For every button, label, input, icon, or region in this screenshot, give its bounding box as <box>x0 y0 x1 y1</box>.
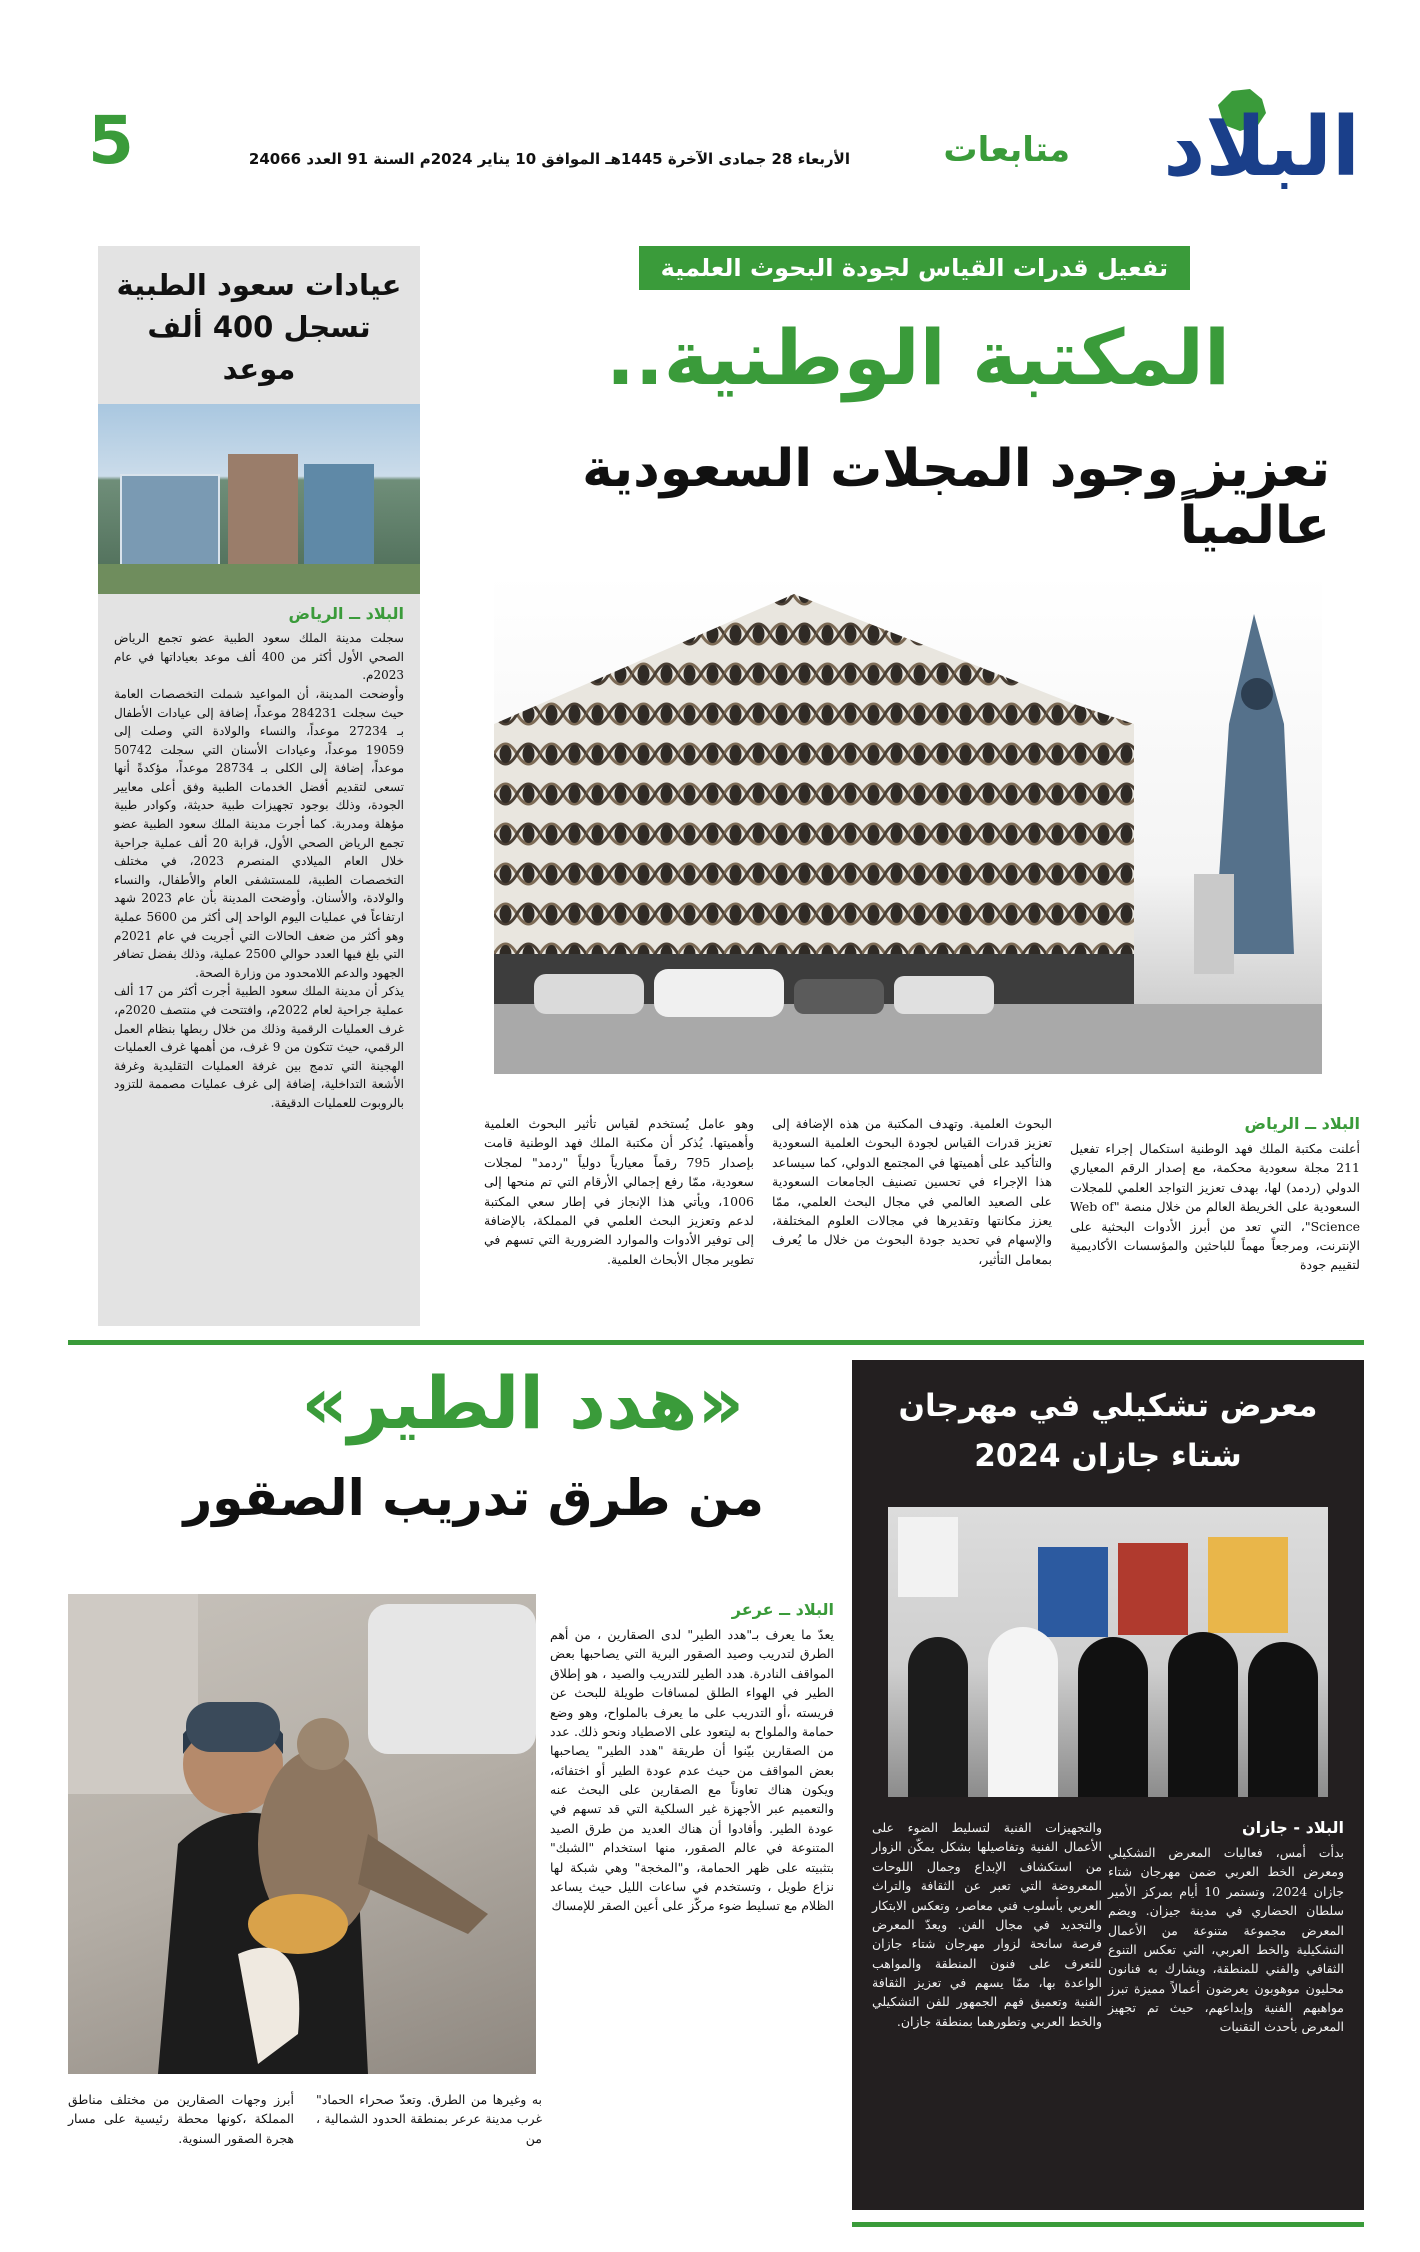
section-title: متابعات <box>943 130 1070 170</box>
sidebar-headline: عيادات سعود الطبية تسجل 400 ألف موعد <box>116 268 402 387</box>
lead-column-1: البلاد ــ الرياض أعلنت مكتبة الملك فهد الوطنية استكمال إجراء تفعيل 211 مجلة سعودية محكمة، مع إصدار الرقم المعياري الدولي (ردمد) لها، بهدف تعزيز التواجد العلمي للمجلات السعودية على الخريطة العالم من خلال منصة "Web of Science"، التي تعد من أبرز الأدوات البحثية على الإنترنت، ومرجعاً مهماً للباحثين والمؤسسات الأكاديمية لتقييم جودة <box>1070 1114 1360 1273</box>
jazan-column-1: البلاد - جازان بدأت أمس، فعاليات المعرض التشكيلي ومعرض الخط العربي ضمن مهرجان شتاء جازان 2024، وتستمر 10 أيام بمركز الأمير سلطان الحضاري في مدينة جيزان. ويضم المعرض مجموعة متنوعة من الأعمال التشكيلية والخط العربي، التي تعكس التنوع الثقافي والفني للمنطقة، ويشارك به فنانون محليون موهوبون يعرضون أعمالاً مميزة تبرز مواهبهم الفنية وإبداعهم، حيث تم تجهيز المعرض بأحدث التقنيات <box>1108 1818 1345 2035</box>
sidebar-paragraph: سجلت مدينة الملك سعود الطبية عضو تجمع الرياض الصحي الأول أكثر من 400 ألف موعد بعياداتها في عام 2023م. <box>114 631 404 683</box>
falcon-column-3: أبرز وجهات الصقارين من مختلف مناطق المملكة ،كونها محطة رئيسية على مسار هجرة الصقور السنوية. <box>68 2092 294 2146</box>
section-divider <box>68 1340 1364 1345</box>
lead-story <box>440 246 1360 1326</box>
falcon-subheadline: من طرق تدريب الصقور <box>183 1469 764 1527</box>
lead-column-2: البحوث العلمية. وتهدف المكتبة من هذه الإضافة إلى تعزيز قدرات القياس لجودة البحوث العلمية السعودية والتأكيد على أهميتها في المجتمع الدولي، كما سيساعد هذا الإجراء في تحسين تصنيف الجامعات السعودية على الصعيد العالمي في مجال البحث العلمي، ممّا يعزز مكانتها وتقديرها في مجالات العلوم المختلفة، والإسهام في تحديد جودة البحوث من خلال ما يُعرف بمعامل التأثير، <box>772 1116 1052 1267</box>
bottom-rule <box>852 2222 1364 2227</box>
sidebar-paragraph: يذكر أن مدينة الملك سعود الطبية أجرت أكثر من 17 ألف عملية جراحية لعام 2022م، وافتتحت في منتصف 2020م، غرف العمليات الرقمية وذلك من خلال ربطها بنظام العمل الرقمي، حيث تتكون من 9 غرف، من أهمها غرف العمليات الهجينة التي تدمج بين غرفة العمليات التقليدية وغرفة الأشعة التداخلية، إضافة إلى غرف عمليات مصممة للتزود بالروبوت للعمليات الدقيقة. <box>114 984 405 1110</box>
logo <box>1120 85 1360 205</box>
logo-text: البلاد <box>1163 100 1360 195</box>
page-number: 5 <box>88 102 134 179</box>
lead-subheadline: تعزيز وجود المجلات السعودية عالمياً <box>582 439 1330 557</box>
jazan-column-2: والتجهيزات الفنية لتسليط الضوء على الأعمال الفنية وتفاصيلها بشكل يمكّن الزوار من استكشاف الإبداع وجمال اللوحات المعروضة التي تعبر عن الثقافة والتراث العربي بأسلوب فني معاصر، وتعكس الابتكار والتجديد في مجال الفن. ويعدّ المعرض فرصة سانحة لزوار مهرجان شتاء جازان للتعرف على فنون المنطقة والمواهب الواعدة بها، ممّا يسهم في تعزيز الثقافة الفنية وتعميق فهم الجمهور للفن التشكيلي والخط العربي وتطورهما بمنطقة جازان. <box>872 1820 1102 2029</box>
lead-headline: المكتبة الوطنية.. <box>605 313 1230 402</box>
jazan-story <box>852 1360 1364 2210</box>
masthead <box>0 0 1420 230</box>
sidebar-story <box>98 246 420 1326</box>
jazan-byline: البلاد - جازان <box>1241 1818 1344 1837</box>
exhibition-photo <box>888 1507 1328 1797</box>
sidebar-paragraph: وأوضحت المدينة، أن المواعيد شملت التخصصات العامة حيث سجلت 284231 موعداً، إضافة إلى عيادات الأطفال بـ 27234 موعداً، والنساء والولادة التي وصلت إلى 19059 موعداً، وعيادات الأسنان التي سجلت 50742 موعداً، إضافة إلى الكلى بـ 28734 موعداً، مؤكدةً أنها تسعى لتقديم أفضل الخدمات الطبية وفق أعلى معايير الجودة، وذلك بوجود تجهيزات طبية حديثة، وكوادر طبية مؤهلة ومدربة. كما أجرت مدينة الملك سعود الطبية عضو تجمع الرياض الصحي الأول، قرابة 20 ألف عملية جراحية خلال العام الميلادي المنصرم 2023، في مختلف التخصصات الطبية، للمستشفى العام والأطفال، والنساء والولادة، والأسنان. وأوضحت المدينة بأن عام 2023 شهد ارتفاعاً في عمليات اليوم الواحد إلى أكثر من 5600 عملية وهو أكثر من ضعف الحالات التي أجريت في عام 2021م التي بلغ فيها العدد حوالي 2500 عملية، وذلك بفضل تضافر الجهود والدعم اللامحدود من وزارة الصحة. <box>114 686 405 980</box>
falcon-column-2: به وغيرها من الطرق. وتعدّ صحراء الحماد" غرب مدينة عرعر بمنطقة الحدود الشمالية ، من <box>316 2092 542 2146</box>
falconer-illustration <box>68 1594 536 2074</box>
falcon-story <box>68 1360 834 2240</box>
lead-kicker: تفعيل قدرات القياس لجودة البحوث العلمية <box>639 246 1190 290</box>
dateline: الأربعاء 28 جمادى الآخرة 1445هـ الموافق 10 يناير 2024م السنة 91 العدد 24066 <box>248 150 850 168</box>
hospital-photo <box>98 404 420 594</box>
library-building-illustration <box>494 574 1322 1074</box>
sidebar-byline: البلاد ــ الرياض <box>288 604 404 624</box>
lead-column-3: وهو عامل يُستخدم لقياس تأثير البحوث العلمية وأهميتها. يُذكر أن مكتبة الملك فهد الوطنية قامت بإصدار 795 رقماً معيارياً دولياً "ردمد" لمجلات سعودية، ممّا رفع إجمالي الأرقام التي تم منحها إلى 1006، ويأتي هذا الإنجاز في إطار سعي المكتبة لدعم وتعزيز البحث العلمي في المملكة، بالإضافة إلى توفير الأدوات والموارد الضرورية التي تسهم في تطوير مجال الأبحاث العلمية. <box>484 1116 754 1267</box>
falcon-column-1: البلاد ــ عرعر يعدّ ما يعرف بـ"هدد الطير" لدى الصقارين ، من أهم الطرق لتدريب وصيد الصقور البرية التي يصاحبها بعض المواقف النادرة. هدد الطير للتدريب والصيد ، هو إطلاق الطير في الهواء الطلق لمسافات طويلة للبحث عن فريسته ،أو التدريب على ما يعرف بالملواح، وهو وضع حمامة والملواح به ليتعود على الاصطياد ونحو ذلك. عدد من الصقارين بيّنوا أن طريقة "هدد الطير" يصاحبها بعض المواقف من حيث عدم عودة الطير أو اختفائه، ويكون هناك تعاوناً مع الصقارين على البحث عنه والتعميم عبر الأجهزة غير السلكية التي قد تسهم في عودة الطير. وأفادوا أن هناك العديد من طرق الصيد المتنوعة في عالم الصقور، منها استخدام "الشبك" بتثبيته على ظهر الحمامة، و"المخجة" وهي شبكة لها نزاع طويل ، وتستخدم في ساعات الليل حيث يساعد الظلام مع تسليط ضوء مركّز على أعين الصقر للإمساك <box>550 1600 834 1914</box>
jazan-headline: معرض تشكيلي في مهرجان شتاء جازان 2024 <box>898 1388 1318 1474</box>
lead-byline: البلاد ــ الرياض <box>1244 1114 1360 1133</box>
library-photo <box>494 574 1322 1074</box>
falconer-photo <box>68 1594 536 2074</box>
falcon-headline: «هدد الطير» <box>301 1361 744 1445</box>
falcon-byline: البلاد ــ عرعر <box>731 1600 834 1619</box>
